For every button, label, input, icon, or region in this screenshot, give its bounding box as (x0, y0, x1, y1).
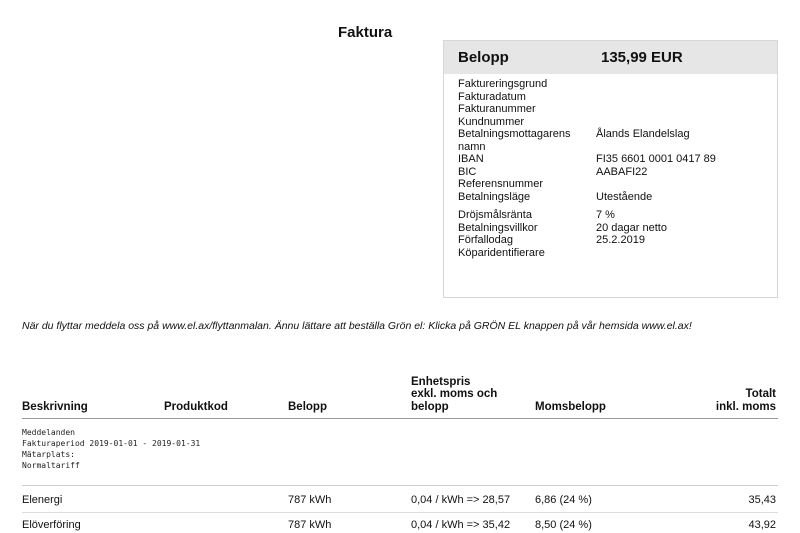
document-title: Faktura (338, 24, 393, 41)
info-row (458, 103, 777, 116)
info-row (458, 178, 777, 191)
meta-line: Meddelanden (22, 428, 75, 437)
col-total-line2: inkl. moms (715, 400, 776, 413)
info-row (458, 191, 777, 204)
info-value: 25.2.2019 (596, 234, 645, 246)
info-label: Betalningsvillkor (458, 221, 538, 234)
amount-value: 135,99 EUR (601, 49, 683, 66)
info-value (596, 91, 777, 104)
info-label: Betalningsläge (458, 190, 531, 203)
info-value: 20 dagar netto (596, 221, 667, 234)
info-label: Dröjsmålsränta (458, 209, 532, 221)
info-value: FI35 6601 0001 0417 89 (596, 153, 716, 165)
col-unit-price-line3: belopp (411, 400, 449, 413)
col-description: Beskrivning (22, 400, 88, 413)
table-row (0, 519, 800, 533)
info-label: Betalningsmottagarens namn (458, 128, 571, 153)
col-total (716, 388, 776, 413)
info-row (458, 128, 777, 153)
row-vat: 6,86 (24 %) (535, 494, 592, 506)
info-value: 7 % (596, 209, 615, 221)
row-unit-price: 0,04 / kWh => 35,42 (411, 519, 511, 531)
info-row (458, 166, 777, 179)
row-vat: 8,50 (24 %) (535, 519, 592, 531)
info-label: IBAN (458, 153, 484, 165)
info-row (458, 247, 777, 260)
info-label: BIC (458, 165, 477, 178)
invoice-meta (22, 427, 200, 471)
meta-line: Fakturaperiod 2019-01-01 - 2019-01-31 (22, 439, 201, 448)
moving-notice: När du flyttar meddela oss på www.el.ax/flyttanmalan. Ännu lättare att beställa Grön el: Klicka på GRÖN EL knappen på vår hemsida www.el.ax! (22, 320, 692, 332)
row-rule (22, 512, 778, 513)
info-label: Köparidentifierare (458, 246, 545, 259)
info-row (458, 234, 777, 247)
info-row (458, 222, 777, 235)
row-unit-price: 0,04 / kWh => 28,57 (411, 494, 511, 506)
table-row (0, 494, 800, 508)
meta-rule (22, 485, 778, 486)
info-row (458, 153, 777, 166)
info-label: Faktureringsgrund (458, 78, 548, 90)
info-row (458, 209, 777, 222)
col-unit-price-line1: Enhetspris (411, 375, 471, 388)
col-unit-price-line2: exkl. moms och (411, 388, 498, 400)
col-product-code: Produktkod (164, 400, 228, 413)
row-description: Elöverföring (22, 519, 81, 531)
row-total: 35,43 (748, 494, 776, 506)
info-label: Referensnummer (458, 178, 543, 190)
info-label: Förfallodag (458, 234, 514, 246)
info-row (458, 116, 777, 129)
info-value (596, 103, 777, 116)
header-rule (22, 418, 778, 419)
info-row (458, 91, 777, 104)
info-row (458, 78, 777, 91)
payment-info-box (443, 40, 778, 298)
info-value (596, 116, 777, 129)
info-label: Fakturanummer (458, 103, 536, 115)
meta-line: Mätarplats: (22, 450, 75, 459)
info-list (444, 74, 777, 259)
col-unit-price (411, 376, 497, 414)
row-total: 43,92 (748, 519, 776, 531)
info-label: Fakturadatum (458, 90, 526, 103)
info-value (596, 178, 777, 191)
info-value: Utestående (596, 190, 653, 203)
info-value: Ålands Elandelslag (596, 128, 690, 140)
info-value (596, 78, 777, 91)
col-total-line1: Totalt (745, 388, 776, 400)
meta-line: Normaltariff (22, 461, 80, 470)
info-value (596, 247, 777, 260)
table-header (0, 371, 800, 413)
amount-label: Belopp (458, 49, 509, 66)
amount-summary (444, 41, 777, 74)
info-value: AABAFI22 (596, 165, 648, 178)
row-amount: 787 kWh (288, 494, 332, 506)
row-amount: 787 kWh (288, 519, 332, 531)
row-description: Elenergi (22, 494, 63, 506)
info-label: Kundnummer (458, 115, 525, 128)
col-vat: Momsbelopp (535, 400, 606, 413)
col-amount: Belopp (288, 400, 327, 413)
